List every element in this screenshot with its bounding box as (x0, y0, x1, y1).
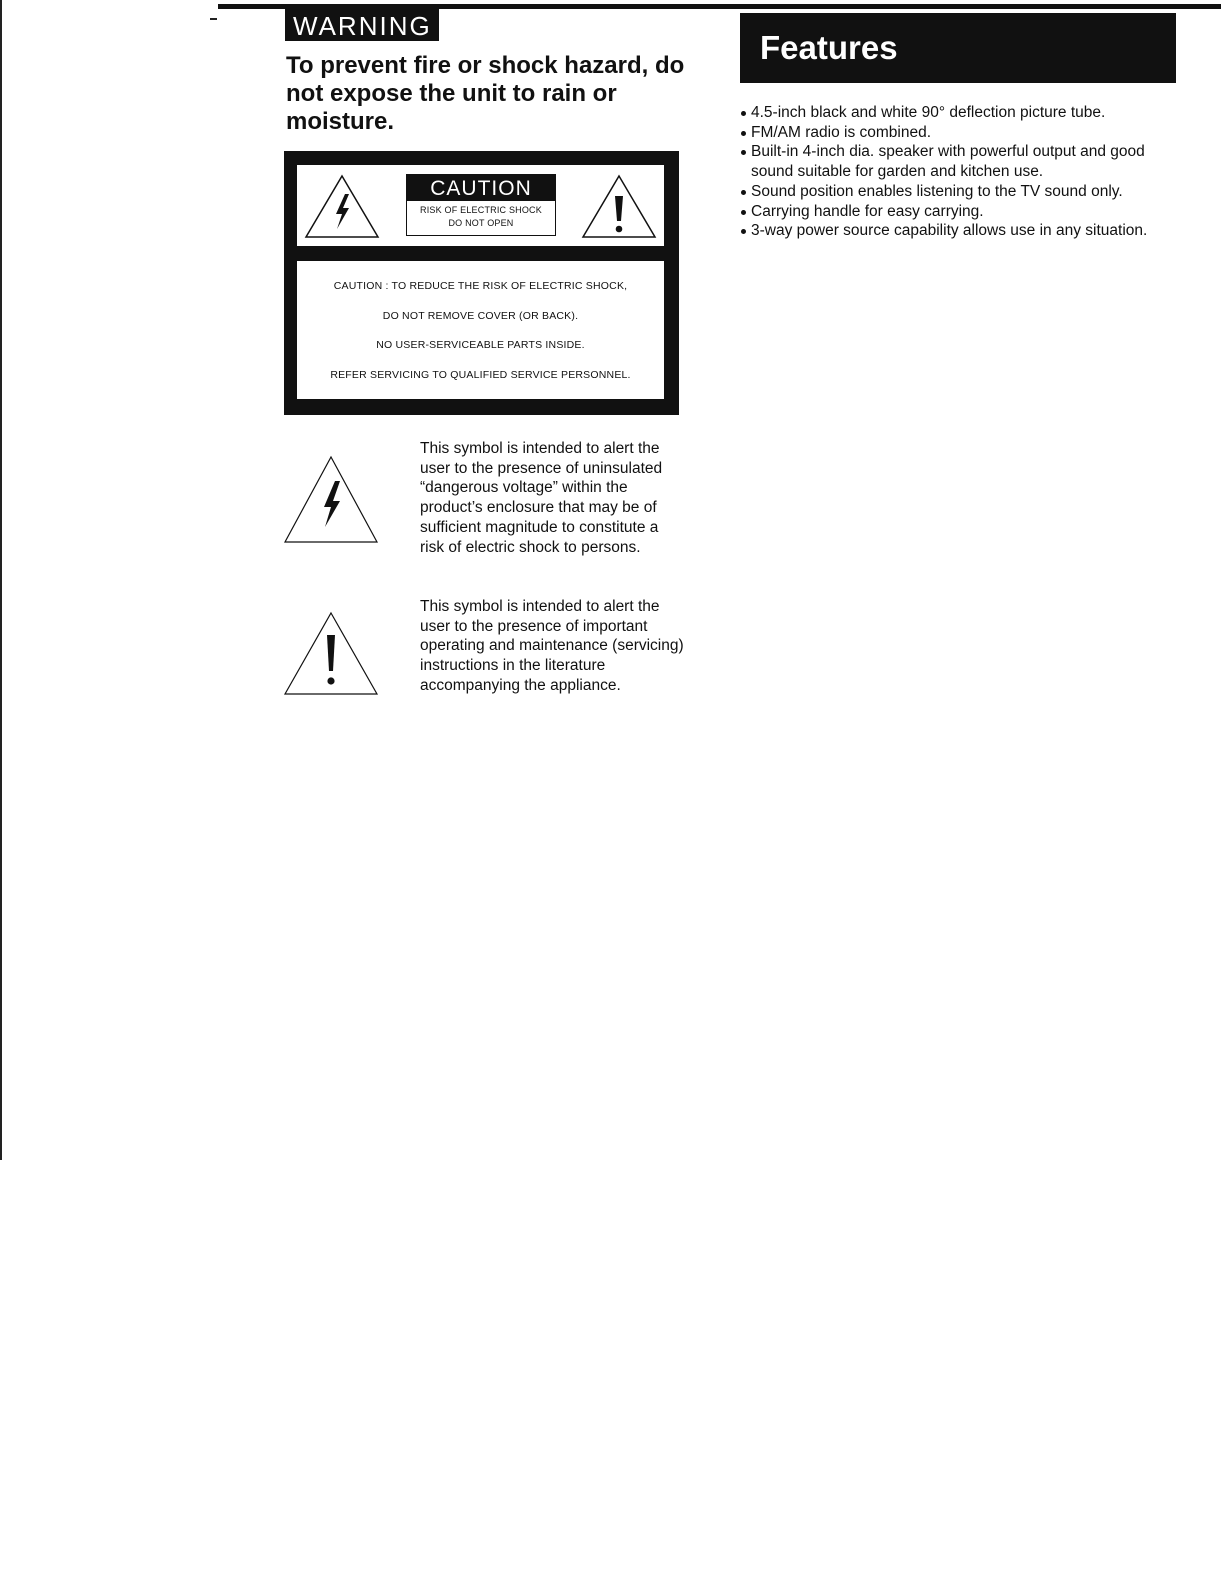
caution-instructions (297, 261, 664, 399)
caution-line: DO NOT REMOVE COVER (OR BACK). (382, 309, 579, 322)
feature-item: Sound position enables listening to the TV sound only. (740, 182, 1180, 202)
voltage-symbol-description: This symbol is intended to alert the user to the presence of uninsulated “dangerous voltage” within the product’s enclosure that may be of sufficient magnitude to constitute a risk of electric shock to persons. (420, 440, 663, 556)
caution-subtitle (407, 204, 555, 230)
lightning-bolt-triangle-icon (304, 174, 380, 240)
exclamation-triangle-icon (283, 611, 379, 697)
feature-item: 4.5-inch black and white 90° deflection picture tube. (740, 103, 1180, 123)
caution-line: REFER SERVICING TO QUALIFIED SERVICE PERSONNEL. (330, 368, 631, 381)
caution-label-box (284, 151, 679, 415)
exclamation-triangle-icon (581, 174, 657, 240)
feature-item: Carrying handle for easy carrying. (740, 202, 1180, 222)
feature-item: 3-way power source capability allows use in any situation. (740, 221, 1180, 241)
feature-item: Built-in 4-inch dia. speaker with powerful output and good sound suitable for garden and kitchen use. (740, 142, 1180, 181)
page-edge-line (0, 0, 2, 1160)
caution-badge (406, 174, 556, 236)
caution-sub-line: DO NOT OPEN (448, 218, 514, 228)
corner-mark (210, 18, 217, 20)
caution-lines (297, 279, 664, 397)
features-list (740, 103, 1180, 241)
caution-title: CAUTION (407, 175, 555, 201)
lightning-bolt-triangle-icon (283, 455, 379, 545)
caution-line: NO USER-SERVICEABLE PARTS INSIDE. (376, 339, 585, 351)
feature-item: FM/AM radio is combined. (740, 123, 1180, 143)
warning-label: WARNING (285, 9, 439, 41)
caution-sub-line: RISK OF ELECTRIC SHOCK (420, 205, 542, 215)
features-heading: Features (740, 13, 1176, 83)
caution-line: CAUTION : TO REDUCE THE RISK OF ELECTRIC SHOCK, (333, 280, 628, 292)
hazard-warning-text: To prevent fire or shock hazard, do not expose the unit to rain or moisture. (286, 52, 685, 135)
instructions-symbol-description: This symbol is intended to alert the user to the presence of important operating and maintenance (servicing) instructions in the literature accompanying the appliance. (420, 598, 684, 694)
caution-label-header (297, 165, 664, 246)
